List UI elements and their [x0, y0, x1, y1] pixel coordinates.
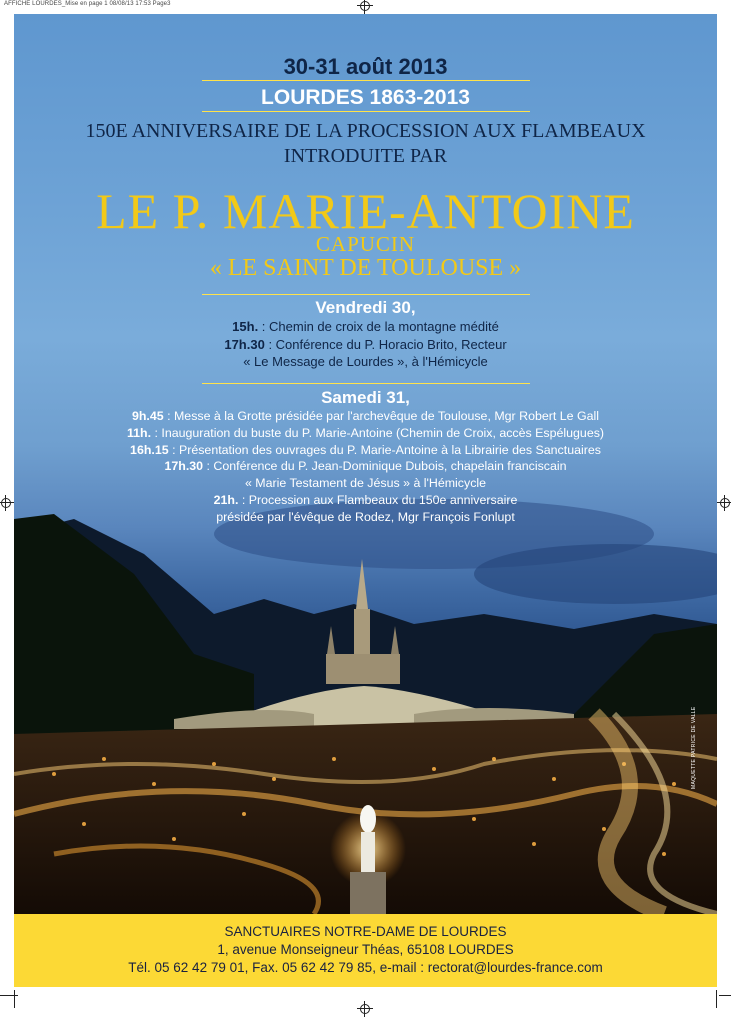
- schedule-item: « Le Message de Lourdes », à l'Hémicycle: [243, 354, 488, 369]
- schedule-item: présidée par l'évêque de Rodez, Mgr François Fonlupt: [216, 509, 515, 524]
- event-date: 30-31 août 2013: [283, 54, 448, 79]
- saturday-schedule: [14, 408, 717, 526]
- registration-mark-left-icon: [0, 497, 12, 509]
- photo-credit: MAQUETTE PATRICE DE VALLE: [691, 706, 697, 789]
- event-years: LOURDES 1863-2013: [261, 86, 470, 109]
- anniversary-line-2: INTRODUITE PAR: [283, 145, 448, 167]
- poster: [14, 14, 717, 914]
- friday-schedule: [14, 318, 717, 371]
- crop-mark-icon: [0, 995, 18, 996]
- footer-org: SANCTUAIRES NOTRE-DAME DE LOURDES: [224, 924, 507, 939]
- schedule-item: 17h.30 : Conférence du P. Horacio Brito, Recteur: [224, 336, 507, 352]
- registration-mark-top-icon: [359, 0, 371, 12]
- footer-address: 1, avenue Monseigneur Théas, 65108 LOURDES: [217, 942, 514, 957]
- main-title: LE P. MARIE-ANTOINE: [96, 183, 635, 239]
- footer-band: [14, 914, 717, 987]
- crop-mark-icon: [716, 990, 717, 1008]
- schedule-item: 17h.30 : Conférence du P. Jean-Dominique Dubois, chapelain franciscain: [164, 459, 567, 474]
- anniversary-line-1: 150E ANNIVERSAIRE DE LA PROCESSION AUX FLAMBEAUX: [85, 120, 646, 142]
- registration-mark-right-icon: [719, 497, 731, 509]
- print-slug: AFFICHE LOURDES_Mise en page 1 08/08/13 17:53 Page3: [4, 1, 171, 7]
- crop-mark-icon: [14, 990, 15, 1008]
- registration-mark-bottom-icon: [359, 1003, 371, 1015]
- friday-title: Vendredi 30,: [315, 298, 416, 317]
- footer-contact: Tél. 05 62 42 79 01, Fax. 05 62 42 79 85, e-mail : rectorat@lourdes-france.com: [128, 960, 603, 975]
- schedule-item: 16h.15 : Présentation des ouvrages du P. Marie-Antoine à la Librairie des Sanctuaires: [130, 442, 601, 457]
- divider: [202, 80, 530, 81]
- crop-mark-icon: [719, 995, 731, 996]
- schedule-item: 15h. : Chemin de croix de la montagne médité: [232, 319, 499, 334]
- divider: [202, 383, 530, 384]
- schedule-item: 11h. : Inauguration du buste du P. Marie-Antoine (Chemin de Croix, accès Espélugues): [126, 425, 605, 440]
- nickname: « LE SAINT DE TOULOUSE »: [209, 255, 522, 281]
- divider: [202, 111, 530, 112]
- saturday-title: Samedi 31,: [321, 388, 410, 407]
- schedule-item: 9h.45 : Messe à la Grotte présidée par l'archevêque de Toulouse, Mgr Robert Le Gall: [131, 409, 600, 423]
- schedule-item: « Marie Testament de Jésus » à l'Hémicycle: [244, 476, 487, 491]
- order-label: CAPUCIN: [315, 232, 416, 256]
- divider: [202, 294, 530, 295]
- schedule-item: 21h. : Procession aux Flambeaux du 150e anniversaire: [213, 492, 518, 507]
